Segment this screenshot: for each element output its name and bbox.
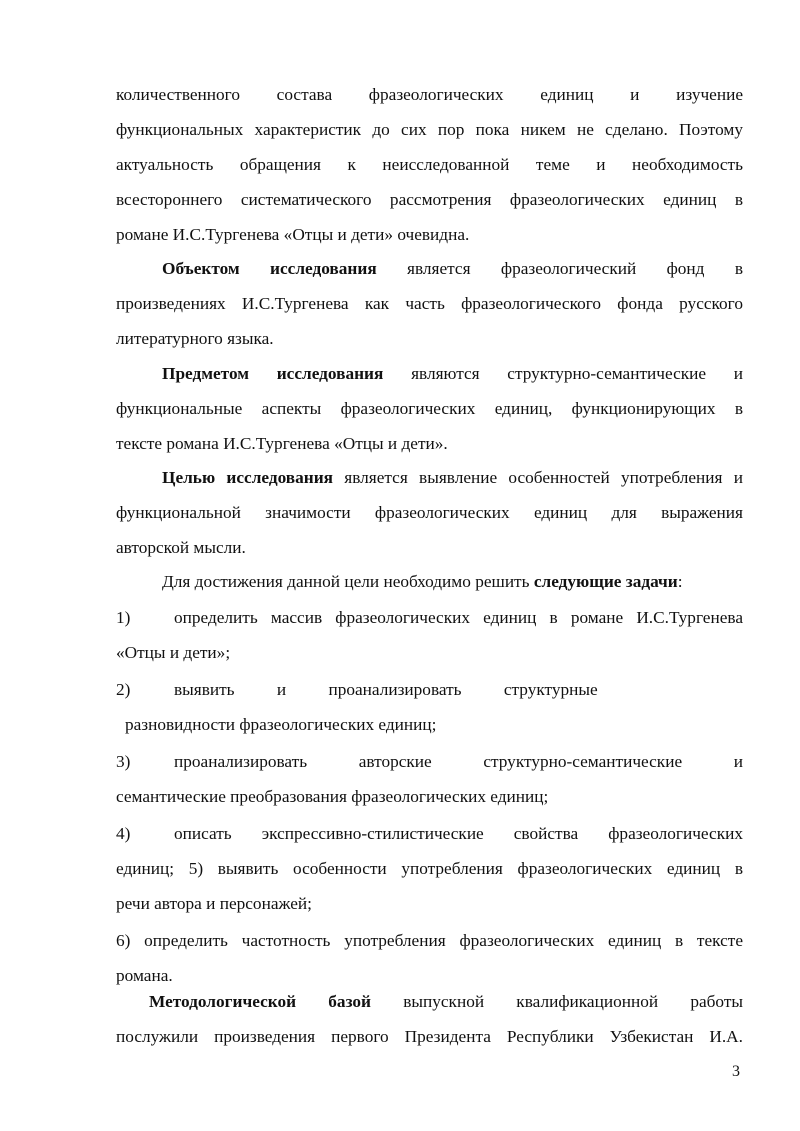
list-number: 3)	[116, 752, 131, 771]
task-list	[116, 600, 743, 993]
text-line: актуальность обращения к неисследованной теме и необходимость	[116, 155, 743, 174]
text-line: произведениях И.С.Тургенева как часть фразеологического фонда русского	[116, 294, 743, 313]
paragraph-goal	[116, 460, 743, 565]
text-line: речи автора и персонажей;	[116, 894, 312, 913]
text-line	[116, 564, 743, 599]
list-item	[116, 744, 743, 779]
paragraph-relevance	[116, 77, 743, 252]
text-line	[116, 356, 743, 391]
text-line: тексте романа И.С.Тургенева «Отцы и дети».	[116, 434, 448, 453]
text-line: романе И.С.Тургенева «Отцы и дети» очевидна.	[116, 225, 470, 244]
text-line: литературного языка.	[116, 329, 274, 348]
list-item	[116, 816, 743, 851]
text-line	[116, 984, 743, 1019]
bold-term: Предметом исследования	[162, 364, 384, 383]
text-span: проанализировать авторские структурно-семантические и	[174, 752, 743, 771]
paragraph-tasks-intro	[116, 564, 743, 599]
bold-term: Объектом исследования	[162, 259, 377, 278]
text-line: авторской мысли.	[116, 538, 246, 557]
text-span: выявить и проанализировать структурные	[174, 680, 598, 699]
text-span: :	[677, 572, 683, 591]
text-line	[116, 460, 743, 495]
paragraph-subject	[116, 356, 743, 461]
text-line: послужили произведения первого Президента Республики Узбекистан И.А.	[116, 1027, 743, 1046]
list-item	[116, 672, 743, 707]
paragraph-object	[116, 251, 743, 356]
text-span: выпускной квалификационной работы	[371, 992, 743, 1011]
bold-term: следующие задачи	[533, 572, 678, 591]
text-span: является фразеологический фонд в	[376, 259, 743, 278]
text-span: определить массив фразеологических единиц в романе И.С.Тургенева	[174, 608, 743, 627]
bold-term: Целью исследования	[162, 468, 334, 487]
text-line: 6) определить частотность употребления фразеологических единиц в тексте	[116, 931, 743, 950]
text-line: функциональные аспекты фразеологических единиц, функционирующих в	[116, 399, 743, 418]
list-number: 4)	[116, 824, 131, 843]
text-line: семантические преобразования фразеологических единиц;	[116, 787, 549, 806]
text-line	[116, 251, 743, 286]
text-line: функциональной значимости фразеологических единиц для выражения	[116, 503, 743, 522]
text-line: романа.	[116, 966, 173, 985]
paragraph-methodology	[116, 984, 743, 1054]
text-line: разновидности фразеологических единиц;	[125, 715, 437, 734]
text-span: описать экспрессивно-стилистические свойства фразеологических	[174, 824, 743, 843]
text-span: является выявление особенностей употребления и	[333, 468, 743, 487]
text-line: «Отцы и дети»;	[116, 643, 231, 662]
text-span: являются структурно-семантические и	[383, 364, 743, 383]
text-line: количественного состава фразеологических единиц и изучение	[116, 85, 743, 104]
text-line: всестороннего систематического рассмотрения фразеологических единиц в	[116, 190, 743, 209]
page-number: 3	[732, 1063, 740, 1080]
text-line: единиц; 5) выявить особенности употребления фразеологических единиц в	[116, 859, 743, 878]
list-number: 2)	[116, 680, 131, 699]
list-item	[116, 600, 743, 635]
bold-term: Методологической базой	[149, 992, 372, 1011]
text-line: функциональных характеристик до сих пор пока никем не сделано. Поэтому	[116, 120, 743, 139]
list-number: 1)	[116, 608, 131, 627]
text-span: Для достижения данной цели необходимо решить	[162, 572, 534, 591]
